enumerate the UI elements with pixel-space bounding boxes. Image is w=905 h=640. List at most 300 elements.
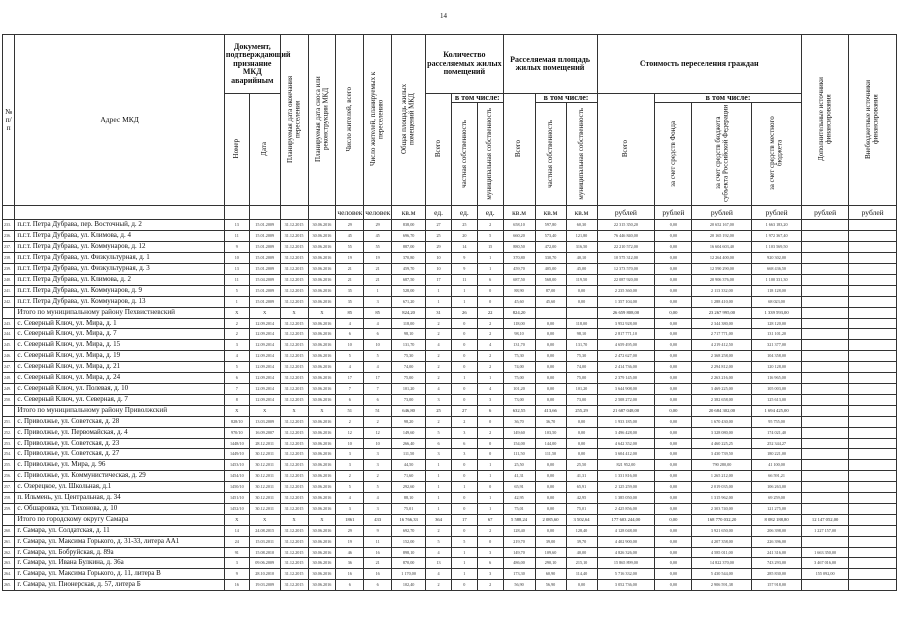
header-document: Документ, подтверждающий признание МКД аварийным [224, 35, 280, 94]
table-body [3, 220, 897, 591]
row-cell: 10 [336, 340, 364, 351]
row-cell: 3 [426, 394, 452, 405]
unit-cell: рублей [849, 206, 897, 220]
row-number: 265. [3, 580, 15, 591]
row-cell: 30.06.2016 [308, 296, 336, 307]
row-cell: 1 [477, 471, 503, 482]
row-number: 253. [3, 438, 15, 449]
row-cell [801, 264, 848, 275]
row-cell [801, 329, 848, 340]
header-rooms-including: в том числе: [451, 94, 503, 103]
row-cell: 12.09.2014 [249, 329, 280, 340]
row-cell: 27 [426, 220, 452, 231]
row-cell: 74,00 [566, 362, 597, 373]
row-cell: 45 [364, 231, 392, 242]
row-cell: 472,00 [535, 242, 566, 253]
row-cell: 31.12.2015 [280, 329, 308, 340]
row-cell: 128,40 [503, 525, 535, 536]
header-off-budget: Внебюджетные источники финансирования [849, 35, 897, 206]
row-cell: 6 [336, 580, 364, 591]
unit-cell: кв.м [566, 206, 597, 220]
row-cell: 75,00 [392, 373, 426, 384]
row-cell: 0,00 [566, 580, 597, 591]
header-area: Расселяемая площадь жилых помещений [503, 35, 597, 94]
row-cell: 88,90 [503, 285, 535, 296]
header-address: Адрес МКД [15, 35, 225, 206]
row-cell: 4 [426, 569, 452, 580]
table-total-row [3, 514, 897, 525]
row-number: 236. [3, 231, 15, 242]
row-address: с. Северный Ключ, ул. Мира, д. 15 [15, 340, 225, 351]
row-cell: 292,60 [392, 482, 426, 493]
row-cell: 824,20 [392, 307, 426, 318]
row-cell: 4 402 900,00 [597, 536, 655, 547]
row-cell: 1 [426, 471, 452, 482]
row-cell: 0,00 [655, 264, 692, 275]
header-total-area: Общая площадь жилых помещений МКД [392, 35, 426, 206]
row-cell: 25 [426, 405, 452, 416]
row-cell: 3 469 225,00 [692, 383, 752, 394]
row-cell: 0 [451, 329, 477, 340]
row-cell: 3 430 739,50 [692, 449, 752, 460]
row-cell: 3 [451, 427, 477, 438]
row-cell: 321 377,00 [752, 340, 802, 351]
table-row [3, 503, 897, 514]
row-cell: 2 [336, 471, 364, 482]
row-cell: 1 [451, 373, 477, 384]
row-cell: 88,10 [392, 493, 426, 504]
row-number: 258. [3, 493, 15, 504]
row-cell: 0,00 [655, 242, 692, 253]
row-cell: 19.03.2009 [249, 580, 280, 591]
row-cell: X [308, 307, 336, 318]
row-cell: 22 [477, 307, 503, 318]
row-cell: 8 [224, 394, 249, 405]
row-cell: 0,00 [655, 351, 692, 362]
row-cell: 66 591,21 [752, 471, 802, 482]
row-cell: 671,20 [392, 296, 426, 307]
row-cell: 0 [451, 318, 477, 329]
row-cell: 45 [336, 231, 364, 242]
row-cell: 20 652 167,00 [692, 220, 752, 231]
row-cell: 105 003,00 [752, 383, 802, 394]
row-cell [849, 220, 897, 231]
row-cell: 0,00 [655, 503, 692, 514]
row-cell: 1448/10 [224, 438, 249, 449]
row-number: 244. [3, 329, 15, 340]
row-cell: 111,50 [535, 449, 566, 460]
row-cell [849, 274, 897, 285]
row-cell: X [224, 405, 249, 416]
row-cell: 25 [451, 220, 477, 231]
row-cell: 31 [426, 307, 452, 318]
table-row [3, 471, 897, 482]
row-cell: 40,10 [566, 253, 597, 264]
row-cell: 30.06.2016 [308, 525, 336, 536]
row-cell: 12 590 290,00 [692, 264, 752, 275]
row-cell: 16 604 603,40 [692, 242, 752, 253]
row-cell: 1450/10 [224, 482, 249, 493]
row-cell: 6 [451, 438, 477, 449]
row-cell: 3 [336, 460, 364, 471]
row-cell: 5 [336, 351, 364, 362]
row-cell: 2 [364, 471, 392, 482]
unit-cell: рублей [752, 206, 802, 220]
row-cell: 114,40 [566, 569, 597, 580]
row-cell: 104 358,00 [752, 351, 802, 362]
table-row [3, 394, 897, 405]
row-cell [849, 351, 897, 362]
row-cell: 887,00 [392, 242, 426, 253]
row-address: г. Самара, ул. Ивана Булкина, д. 36а [15, 558, 225, 569]
table-row [3, 416, 897, 427]
row-cell: 154,00 [503, 438, 535, 449]
row-cell: 13 [224, 264, 249, 275]
row-cell: 29 [426, 242, 452, 253]
page-number: 14 [440, 12, 447, 20]
table-row [3, 536, 897, 547]
row-cell: 0,00 [655, 231, 692, 242]
table-row [3, 231, 897, 242]
row-cell: 15.01.2009 [249, 231, 280, 242]
table-row [3, 253, 897, 264]
row-cell: 28.12.2011 [249, 438, 280, 449]
row-cell: 0,00 [535, 318, 566, 329]
row-cell: 413,66 [535, 405, 566, 416]
row-cell: 12.09.2014 [249, 394, 280, 405]
row-address: с. Приволжье, ул. Советская, д. 23 [15, 438, 225, 449]
row-cell: 30.06.2016 [308, 231, 336, 242]
row-cell: 2 [426, 580, 452, 591]
row-cell: 0 [451, 383, 477, 394]
row-cell: 23 267 995,00 [692, 307, 752, 318]
row-cell: 85 [364, 307, 392, 318]
row-cell: 3 [336, 503, 364, 514]
row-cell: 9 [224, 569, 249, 580]
row-cell: X [249, 307, 280, 318]
row-cell: 55 [336, 242, 364, 253]
row-cell: 75,30 [503, 351, 535, 362]
row-cell: 1453/10 [224, 460, 249, 471]
row-cell: 2 425 856,00 [597, 503, 655, 514]
row-cell: 3 [224, 558, 249, 569]
row-cell [849, 427, 897, 438]
row-cell: 1 [426, 503, 452, 514]
row-cell: 486,00 [503, 558, 535, 569]
row-cell: 6 [364, 394, 392, 405]
row-number: 246. [3, 351, 15, 362]
row-cell: 9 [451, 253, 477, 264]
row-address: с. Северный Ключ, ул. Мира, д. 7 [15, 329, 225, 340]
row-cell: 2 [426, 525, 452, 536]
row-cell: 31.12.2015 [280, 383, 308, 394]
row-cell: 4 [336, 362, 364, 373]
row-cell: 5 [364, 351, 392, 362]
row-cell: 3 502,64 [566, 514, 597, 525]
row-cell: 5 716 332,00 [597, 569, 655, 580]
row-cell: 0,00 [535, 471, 566, 482]
row-cell: 1 357 104,00 [597, 296, 655, 307]
row-cell: 17 [426, 274, 452, 285]
row-cell: 821 952,00 [597, 460, 655, 471]
row-cell: 0 [477, 296, 503, 307]
row-cell: 1 265 212,00 [692, 471, 752, 482]
row-cell: 824,20 [503, 307, 535, 318]
row-cell: 0,00 [655, 536, 692, 547]
table-row [3, 296, 897, 307]
row-cell: 2 [426, 351, 452, 362]
table-row [3, 493, 897, 504]
table-row [3, 274, 897, 285]
row-cell: 12 373 570,00 [597, 264, 655, 275]
row-cell: 68 023,00 [752, 296, 802, 307]
row-number: 240. [3, 274, 15, 285]
unit-cell: кв.м [392, 206, 426, 220]
row-cell: 0,00 [655, 253, 692, 264]
row-cell: 13.03.2009 [249, 416, 280, 427]
row-address: Итого по городскому округу Самара [15, 514, 225, 525]
row-cell: 0,00 [566, 416, 597, 427]
row-number: 263. [3, 558, 15, 569]
row-cell: 4 [477, 340, 503, 351]
row-cell [849, 438, 897, 449]
row-cell: 1 [451, 558, 477, 569]
row-cell: 3 [451, 449, 477, 460]
row-cell: 5 [477, 231, 503, 242]
row-cell: 128,40 [566, 525, 597, 536]
row-cell: 30.06.2016 [308, 362, 336, 373]
row-cell: 98,20 [392, 416, 426, 427]
row-address: п.г.т. Петра Дубрава, ул. Климова, д. 2 [15, 274, 225, 285]
row-cell: 433 [364, 514, 392, 525]
row-cell [849, 569, 897, 580]
row-cell: 1 103 569,50 [752, 242, 802, 253]
row-number: 256. [3, 471, 15, 482]
row-address: с. Северный Ключ, ул. Мира, д. 1 [15, 318, 225, 329]
row-cell: 31.12.2015 [280, 351, 308, 362]
row-cell: 370,80 [503, 253, 535, 264]
row-cell: 2 472 627,00 [597, 351, 655, 362]
row-cell: 4 [364, 362, 392, 373]
row-cell: 7 [364, 383, 392, 394]
row-cell: 285 830,00 [752, 569, 802, 580]
row-cell: 2 [477, 329, 503, 340]
row-cell: 177 603 244,00 [597, 514, 655, 525]
row-cell: 8 082 188,80 [752, 514, 802, 525]
row-cell: 101,20 [392, 383, 426, 394]
row-cell: 0,00 [535, 493, 566, 504]
row-cell: 226 396,00 [752, 536, 802, 547]
table-row [3, 373, 897, 384]
row-cell: 149,70 [503, 547, 535, 558]
header-no: № п/п [3, 35, 15, 206]
row-cell [849, 580, 897, 591]
row-cell: 0,00 [655, 307, 692, 318]
row-cell: 1454/10 [224, 471, 249, 482]
row-cell: 573,40 [535, 231, 566, 242]
row-cell: 30.06.2016 [308, 449, 336, 460]
row-cell: 98,10 [503, 329, 535, 340]
row-cell [801, 296, 848, 307]
row-cell [849, 318, 897, 329]
row-cell: 528,00 [392, 285, 426, 296]
row-cell: 12.09.2014 [249, 318, 280, 329]
row-cell: X [224, 307, 249, 318]
row-cell: 120 128,00 [752, 362, 802, 373]
row-cell: 56,90 [535, 580, 566, 591]
row-cell: 568,00 [535, 274, 566, 285]
row-cell [801, 253, 848, 264]
table-row [3, 220, 897, 231]
row-cell: 118,00 [392, 318, 426, 329]
row-cell: 19 [336, 253, 364, 264]
row-cell: 31.12.2015 [280, 274, 308, 285]
row-cell: 2 085,60 [535, 514, 566, 525]
row-cell: 98,10 [566, 329, 597, 340]
row-cell: 30.06.2016 [308, 394, 336, 405]
row-cell: 0 [451, 394, 477, 405]
row-cell: 0 [451, 460, 477, 471]
row-cell: 24.08.2015 [249, 525, 280, 536]
row-cell: 31.12.2015 [280, 362, 308, 373]
row-cell: 0,00 [566, 438, 597, 449]
row-cell: 30.06.2016 [308, 373, 336, 384]
row-cell [801, 427, 848, 438]
row-cell [849, 471, 897, 482]
row-cell: 0,00 [655, 569, 692, 580]
row-cell: 0,00 [535, 503, 566, 514]
row-cell: 16 [336, 569, 364, 580]
row-cell: 15.01.2009 [249, 264, 280, 275]
row-cell: 0,00 [655, 416, 692, 427]
row-cell: 11 [224, 231, 249, 242]
table-row [3, 580, 897, 591]
row-cell: 31.12.2015 [280, 438, 308, 449]
header-area-including: в том числе: [535, 94, 597, 103]
row-cell: 30.06.2016 [308, 242, 336, 253]
row-cell: 17 [451, 514, 477, 525]
row-cell: 687,50 [503, 274, 535, 285]
row-address: п.г.т. Петра Дубрава, ул. Климова, д. 4 [15, 231, 225, 242]
row-cell: 316,50 [566, 242, 597, 253]
table-row [3, 351, 897, 362]
row-cell: 31.12.2015 [280, 460, 308, 471]
row-cell: 36,70 [535, 416, 566, 427]
row-cell: 9 [451, 264, 477, 275]
row-cell: 144,00 [535, 438, 566, 449]
row-cell [849, 362, 897, 373]
row-cell: 0 [477, 438, 503, 449]
row-cell [849, 394, 897, 405]
row-cell: 20 684 302,00 [692, 405, 752, 416]
row-cell [849, 373, 897, 384]
row-cell [849, 514, 897, 525]
row-cell: 10 [426, 264, 452, 275]
row-cell: 2 [336, 416, 364, 427]
row-cell: 0,00 [655, 373, 692, 384]
row-cell: 12.09.2014 [249, 351, 280, 362]
table-row [3, 449, 897, 460]
row-cell: 41,31 [566, 471, 597, 482]
row-cell: 6 [477, 274, 503, 285]
row-cell: 0,00 [655, 394, 692, 405]
row-cell: 20 165 192,00 [692, 231, 752, 242]
row-cell: 71,60 [392, 471, 426, 482]
row-cell: 20 906 376,00 [692, 274, 752, 285]
row-cell: 75,01 [392, 503, 426, 514]
row-cell: 30.06.2016 [308, 329, 336, 340]
row-cell: 3 644 908,00 [597, 383, 655, 394]
row-cell: 106 263,00 [752, 482, 802, 493]
row-cell [801, 242, 848, 253]
row-cell: 0,00 [535, 482, 566, 493]
row-cell: 3 [477, 569, 503, 580]
row-cell: 30.12.2011 [249, 493, 280, 504]
row-cell: 11 [224, 274, 249, 285]
row-cell: 2 [426, 373, 452, 384]
row-cell: 31.12.2015 [280, 242, 308, 253]
row-cell [849, 253, 897, 264]
row-cell: 1 [477, 373, 503, 384]
row-cell: 21 687 048,00 [597, 405, 655, 416]
row-cell: 152,00 [392, 536, 426, 547]
row-cell: 36 [336, 558, 364, 569]
row-cell: 31.12.2015 [280, 569, 308, 580]
table-row [3, 482, 897, 493]
row-number: 252. [3, 427, 15, 438]
table-row [3, 438, 897, 449]
row-cell: 2 344 380,00 [692, 318, 752, 329]
row-cell: 2 [477, 580, 503, 591]
row-cell: 42,95 [503, 493, 535, 504]
row-cell: 131 101,20 [752, 329, 802, 340]
row-cell: 838,00 [392, 220, 426, 231]
row-cell: 1 972 367,40 [752, 231, 802, 242]
row-cell: 290,10 [535, 558, 566, 569]
row-cell: 2 414 736,00 [597, 362, 655, 373]
row-cell: 12.09.2014 [249, 383, 280, 394]
row-cell: 60,30 [566, 220, 597, 231]
table-row [3, 318, 897, 329]
row-cell: 0,00 [535, 460, 566, 471]
row-cell: 1 [477, 503, 503, 514]
row-cell: 2 [426, 318, 452, 329]
row-cell [849, 482, 897, 493]
row-address: п.г.т. Петра Дубрава, ул. Коммунаров, д. 12 [15, 242, 225, 253]
row-cell: 30.06.2016 [308, 558, 336, 569]
row-cell: 118,00 [503, 318, 535, 329]
unit-cell: ед. [477, 206, 503, 220]
row-cell: 0,00 [655, 274, 692, 285]
row-cell: 31.12.2015 [280, 493, 308, 504]
row-cell: 2 [426, 362, 452, 373]
row-cell: 30.06.2016 [308, 383, 336, 394]
row-cell: 12 [336, 427, 364, 438]
row-cell: 405,00 [535, 264, 566, 275]
row-cell [801, 274, 848, 285]
table-row [3, 558, 897, 569]
row-cell: 31.12.2015 [280, 525, 308, 536]
row-cell: 0 [477, 285, 503, 296]
row-cell: 16 [364, 569, 392, 580]
row-address: Итого по муниципальному району Пехвистневский [15, 307, 225, 318]
header-doc-date: Дата [249, 94, 280, 206]
row-cell: 1 [477, 460, 503, 471]
row-cell: 658,10 [503, 220, 535, 231]
row-cell [801, 394, 848, 405]
table-row [3, 427, 897, 438]
row-cell: 27 [451, 405, 477, 416]
